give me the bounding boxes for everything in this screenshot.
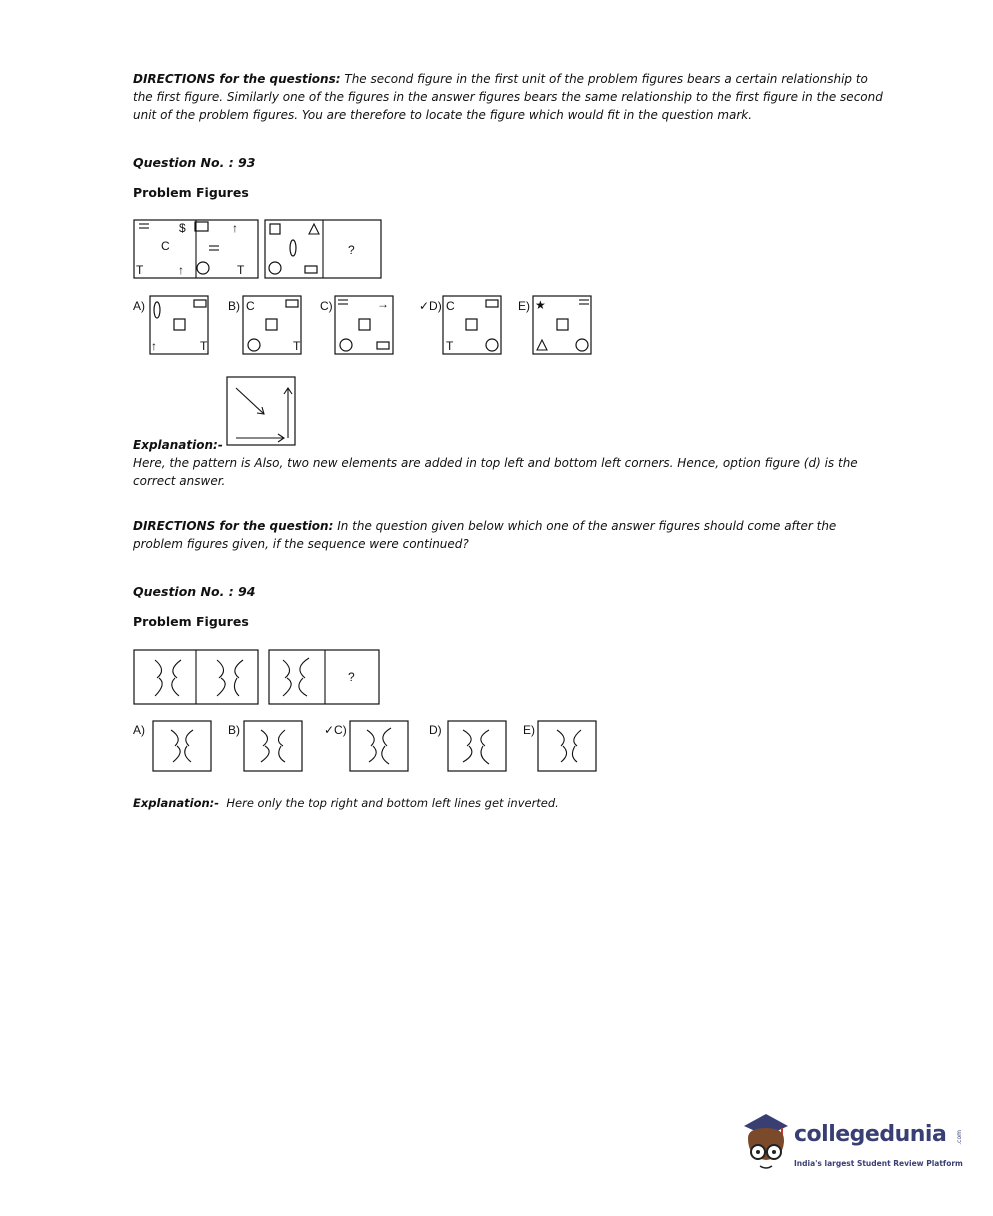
q94-directions-label: DIRECTIONS for the question:: [133, 519, 334, 533]
logo-tagline: India's largest Student Review Platform: [794, 1159, 963, 1168]
q93-directions: [133, 70, 883, 124]
svg-text:T: T: [200, 339, 208, 353]
q93-option-e-label: E): [518, 299, 530, 313]
q93-option-d-label: ✓D): [419, 299, 442, 313]
svg-text:C: C: [446, 299, 455, 313]
logo-wordmark: collegedunia: [794, 1122, 947, 1147]
q94-option-d[interactable]: [448, 721, 506, 771]
svg-text:T: T: [136, 263, 144, 277]
q93-explanation: [133, 436, 883, 490]
q93-directions-text: The second figure in the first unit of the problem figures bears a certain relationship to the first figure. Similarly one of the figures in the answer figures bears the same relationship to the first figure in the second unit of the problem figures. You are therefore to locate the figure which would fit in the question mark.: [133, 72, 883, 122]
q94-option-d-label: D): [429, 723, 442, 737]
q94-explanation-label: Explanation:-: [133, 796, 220, 810]
q94-directions: [133, 517, 883, 553]
q93-option-a-label: A): [133, 299, 145, 313]
q94-option-a-label: A): [133, 723, 145, 737]
svg-text:↑: ↑: [151, 339, 157, 353]
q94-question-mark: ?: [348, 670, 355, 684]
q93-problem-figures-heading: Problem Figures: [133, 185, 249, 200]
q94-option-e-label: E): [523, 723, 535, 737]
q94-option-c[interactable]: [350, 721, 408, 771]
q94-option-a[interactable]: [153, 721, 211, 771]
q94-option-c-label: ✓C): [324, 723, 347, 737]
svg-text:→: →: [377, 297, 389, 311]
q94-problem-figures-heading: Problem Figures: [133, 614, 249, 629]
q94-option-b-label: B): [228, 723, 240, 737]
q94-answer-options: [133, 718, 603, 774]
q94-explanation: [133, 794, 883, 812]
svg-text:T: T: [237, 263, 245, 277]
q93-explanation-label: Explanation:-: [133, 438, 223, 452]
svg-text:↑: ↑: [232, 221, 238, 235]
q94-problem-figures: [133, 648, 383, 706]
q93-directions-label: DIRECTIONS for the questions:: [133, 72, 341, 86]
mascot-icon: [738, 1108, 796, 1176]
q93-problem-figures: [133, 216, 383, 280]
collegedunia-logo: [738, 1108, 968, 1176]
svg-text:★: ★: [535, 298, 546, 312]
q93-answer-options: [133, 292, 603, 358]
svg-text:$: $: [179, 221, 186, 235]
q93-question-number: Question No. : 93: [133, 155, 256, 170]
q93-option-b-label: B): [228, 299, 240, 313]
q93-option-c-label: C): [320, 299, 333, 313]
q94-directions-text: In the question given below which one of the answer figures should come after the problem figures given, if the sequence were continued?: [133, 519, 837, 551]
logo-suffix: .com: [956, 1130, 963, 1145]
q94-explanation-text: Here only the top right and bottom left lines get inverted.: [226, 796, 559, 810]
svg-text:↑: ↑: [178, 263, 184, 277]
q93-question-mark: ?: [348, 243, 355, 257]
q94-option-e[interactable]: [538, 721, 596, 771]
q94-question-number: Question No. : 94: [133, 584, 256, 599]
q94-option-b[interactable]: [244, 721, 302, 771]
svg-text:T: T: [446, 339, 454, 353]
q93-explanation-text: Here, the pattern is Also, two new elements are added in top left and bottom left corners. Hence, option figure (d) is the correct answer.: [133, 456, 858, 488]
svg-text:C: C: [161, 239, 170, 253]
svg-text:C: C: [246, 299, 255, 313]
svg-text:T: T: [293, 339, 301, 353]
